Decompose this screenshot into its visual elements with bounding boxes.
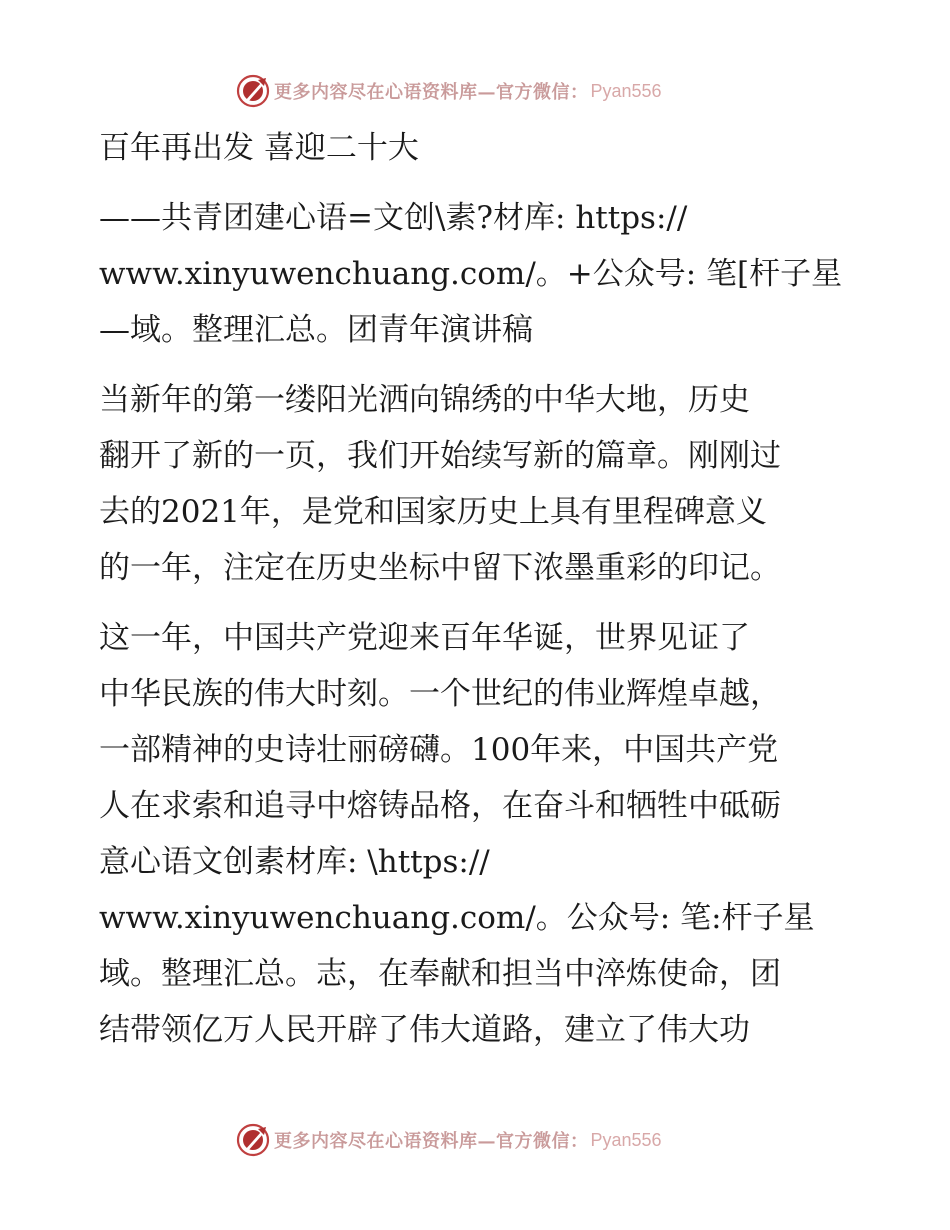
header-banner-brand: Pyan556 (590, 80, 662, 101)
header-banner (236, 74, 662, 108)
footer-banner (236, 1123, 662, 1157)
paragraph-2-line: 意心语文创素材库: \https:// (99, 844, 490, 880)
paragraph-2-line: 这一年，中国共产党迎来百年华诞，世界见证了 (99, 620, 750, 656)
paragraph-2-line: www.xinyuwenchuang.com/。公众号: 笔:杆子星 (99, 900, 815, 936)
pen-logo-icon (236, 74, 270, 108)
paragraph-1-line: 的一年，注定在历史坐标中留下浓墨重彩的印记。 (99, 550, 781, 586)
paragraph-2-line: 一部精神的史诗壮丽磅礴。100年来，中国共产党 (99, 732, 779, 768)
subtitle-line: www.xinyuwenchuang.com/。+公众号: 笔[杆子星 (99, 256, 843, 292)
header-banner-text: 更多内容尽在心语资料库—官方微信： (274, 82, 589, 103)
footer-banner-text: 更多内容尽在心语资料库—官方微信： (274, 1131, 589, 1152)
pen-logo-icon (236, 1123, 270, 1157)
paragraph-1-line: 当新年的第一缕阳光洒向锦绣的中华大地，历史 (99, 382, 750, 418)
paragraph-2-line: 人在求索和追寻中熔铸品格，在奋斗和牺牲中砥砺 (99, 788, 781, 824)
footer-banner-brand: Pyan556 (590, 1129, 662, 1150)
paragraph-1-line: 去的2021年，是党和国家历史上具有里程碑意义 (99, 494, 767, 530)
subtitle-line: ——共青团建心语=文创\素?材库: https:// (99, 200, 688, 236)
subtitle-line: —域。整理汇总。团青年演讲稿 (99, 312, 533, 348)
paragraph-2-line: 域。整理汇总。志，在奉献和担当中淬炼使命，团 (99, 956, 781, 992)
paragraph-1-line: 翻开了新的一页，我们开始续写新的篇章。刚刚过 (99, 438, 781, 474)
document-title: 百年再出发 喜迎二十大 (99, 130, 419, 166)
paragraph-2-line: 结带领亿万人民开辟了伟大道路，建立了伟大功 (99, 1012, 750, 1048)
paragraph-2-line: 中华民族的伟大时刻。一个世纪的伟业辉煌卓越， (99, 676, 781, 712)
document-body (99, 120, 859, 1058)
